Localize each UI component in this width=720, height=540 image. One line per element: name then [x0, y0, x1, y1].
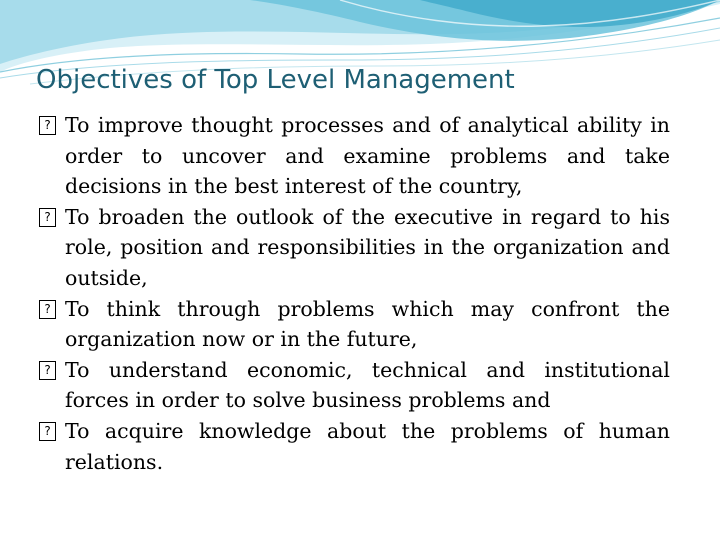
list-item	[38, 110, 670, 202]
list-item-text: To broaden the outlook of the executive in regard to his role, position and responsibilities in the organization and outside,	[65, 204, 670, 290]
list-item	[38, 416, 670, 477]
list-item-text: To improve thought processes and of analytical ability in order to uncover and examine problems and take decisions in the best interest of the country,	[65, 113, 670, 199]
list-item	[38, 294, 670, 355]
missing-glyph-box-icon	[39, 300, 56, 319]
list-item-text: To understand economic, technical and institutional forces in order to solve business problems and	[65, 357, 670, 413]
missing-glyph-box-icon	[39, 208, 56, 227]
list-item	[38, 355, 670, 416]
missing-glyph-box-icon	[39, 361, 56, 380]
slide-title: Objectives of Top Level Management	[36, 65, 515, 95]
list-item-text: To think through problems which may confront the organization now or in the future,	[65, 296, 670, 352]
list-item	[38, 202, 670, 294]
bullet-list	[38, 110, 670, 477]
missing-glyph-box-icon	[39, 116, 56, 135]
missing-glyph-box-icon	[39, 422, 56, 441]
list-item-text: To acquire knowledge about the problems of human relations.	[65, 418, 670, 474]
